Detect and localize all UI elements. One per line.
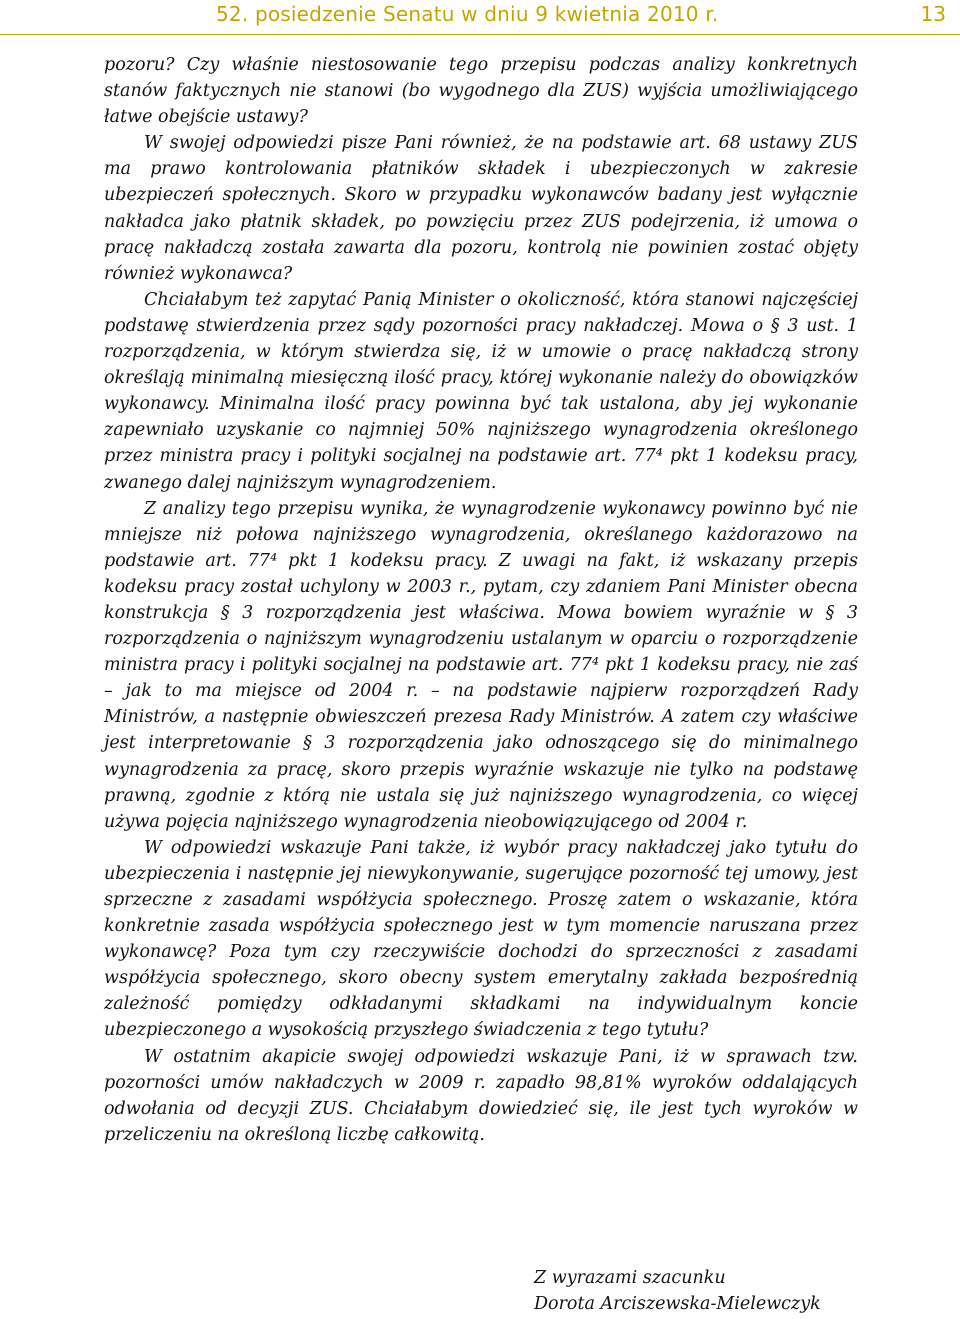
paragraph-art68: W swojej odpowiedzi pisze Pani również, że na podstawie art. 68 ustawy ZUS ma prawo kontrolowania płatników składek i ubezpieczonych w zakresie ubezpieczeń społecznych. Skoro w przypadku wykonawców badany jest wyłącznie nakładca jako płatnik składek, po powzięciu przez ZUS podejrzenia, iż umowa o pracę nakładczą została zawarta dla pozoru, kontrolą nie powinien zostać objęty również wykonawca? xyxy=(104,133,858,284)
signatory-name: Dorota Arciszewska-Mielewczyk xyxy=(534,1294,821,1314)
header-divider xyxy=(0,34,960,35)
paragraph-circumstance: Chciałabym też zapytać Panią Minister o okoliczność, która stanowi najczęściej podstawę stwierdzenia przez sądy pozorności pracy nakładczej. Mowa o § 3 ust. 1 rozporządzenia, w którym stwierdza się, iż w umowie o pracę nakładczą strony określają minimalną miesięczną ilość pracy, której wykonanie należy do obowiązków wykonawcy. Minimalna ilość pracy powinna być tak ustalona, aby jej wykonanie zapewniało uzyskanie co najmniej 50% najniższego wynagrodzenia określonego przez ministra pracy i polityki socjalnej na podstawie art. 77⁴ pkt 1 kodeksu pracy, zwanego dalej najniższym wynagrodzeniem. xyxy=(104,289,858,493)
page-number: 13 xyxy=(920,2,946,26)
paragraph-analysis: Z analizy tego przepisu wynika, że wynagrodzenie wykonawcy powinno być nie mniejsze niż połowa najniższego wynagrodzenia, określanego każdorazowo na podstawie art. 77⁴ pkt 1 kodeksu pracy. Z uwagi na fakt, iż wskazany przepis kodeksu pracy został uchylony w 2003 r., pytam, czy zdaniem Pani Minister obecna konstrukcja § 3 rozporządzenia jest właściwa. Mowa bowiem wyraźnie w § 3 rozporządzenia o najniższym wynagrodzeniu ustalanym w oparciu o rozporządzenie ministra pracy i polityki socjalnej na podstawie art. 77⁴ pkt 1 kodeksu pracy, nie zaś – jak to ma miejsce od 2004 r. – na podstawie najpierw rozporządzeń Rady Ministrów, a następnie obwieszczeń prezesa Rady Ministrów. A zatem czy właściwe jest interpretowanie § 3 rozporządzenia jako odnoszącego się do minimalnego wynagrodzenia za pracę, skoro przepis wyraźnie wskazuje nie tylko na podstawę prawną, zgodnie z którą nie ustala się już najniższego wynagrodzenia, co więcej używa pojęcia najniższego wynagrodzenia nieobowiązującego od 2004 r. xyxy=(104,498,858,832)
page-header xyxy=(0,0,960,40)
paragraph-continuation: pozoru? Czy właśnie niestosowanie tego przepisu podczas analizy konkretnych stanów faktycznych nie stanowi (bo wygodnego dla ZUS) wyjścia umożliwiającego łatwe obejście ustawy? xyxy=(104,55,858,128)
closing-phrase: Z wyrazami szacunku xyxy=(534,1268,726,1288)
signature-block xyxy=(534,1265,821,1317)
paragraph-social-coexistence: W odpowiedzi wskazuje Pani także, iż wybór pracy nakładczej jako tytułu do ubezpieczenia i następnie jej niewykonywanie, sugerujące pozorność tej umowy, jest sprzeczne z zasadami współżycia społecznego. Proszę zatem o wskazanie, która konkretnie zasada współżycia społecznego jest w tym momencie naruszana przez wykonawcę? Poza tym czy rzeczywiście dochodzi do sprzeczności z zasadami współżycia społecznego, skoro obecny system emerytalny zakłada bezpośrednią zależność pomiędzy odkładanymi składkami na indywidualnym koncie ubezpieczonego a wysokością przyszłego świadczenia z tego tytułu? xyxy=(104,837,858,1041)
document-body xyxy=(104,52,858,1148)
header-title: 52. posiedzenie Senatu w dniu 9 kwietnia 2010 r. xyxy=(216,2,719,26)
paragraph-last-question: W ostatnim akapicie swojej odpowiedzi wskazuje Pani, iż w sprawach tzw. pozorności umów nakładczych w 2009 r. zapadło 98,81% wyroków oddalających odwołania od decyzji ZUS. Chciałabym dowiedzieć się, ile jest tych wyroków w przeliczeniu na określoną liczbę całkowitą. xyxy=(104,1046,858,1145)
